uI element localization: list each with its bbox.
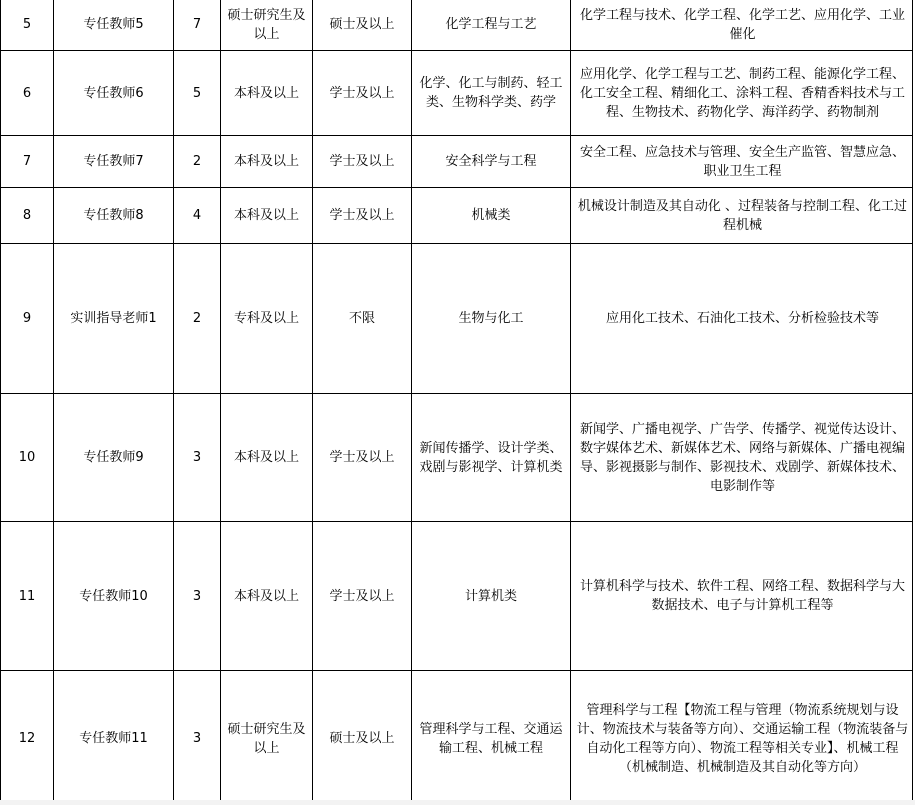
discipline-cell: 生物与化工 bbox=[412, 244, 571, 394]
education-cell: 硕士研究生及以上 bbox=[221, 671, 313, 805]
education-cell: 本科及以上 bbox=[221, 188, 313, 244]
count-cell: 3 bbox=[174, 394, 221, 522]
position-cell: 专任教师6 bbox=[54, 51, 174, 136]
row-number-cell: 5 bbox=[1, 0, 54, 51]
position-cell: 专任教师7 bbox=[54, 136, 174, 188]
row-number-cell: 11 bbox=[1, 522, 54, 671]
discipline-cell: 化学、化工与制药、轻工类、生物科学类、药学 bbox=[412, 51, 571, 136]
degree-cell: 不限 bbox=[313, 244, 412, 394]
majors-cell: 新闻学、广播电视学、广告学、传播学、视觉传达设计、数字媒体艺术、新媒体艺术、网络与新媒体、广播电视编导、影视摄影与制作、影视技术、戏剧学、新媒体技术、电影制作等 bbox=[571, 394, 913, 522]
table-row bbox=[1, 0, 913, 51]
table-row bbox=[1, 671, 913, 805]
count-cell: 5 bbox=[174, 51, 221, 136]
majors-cell: 应用化工技术、石油化工技术、分析检验技术等 bbox=[571, 244, 913, 394]
majors-cell: 管理科学与工程【物流工程与管理（物流系统规划与设计、物流技术与装备等方向）、交通运输工程（物流装备与自动化工程等方向）、物流工程等相关专业】、机械工程（机械制造、机械制造及其自动化等方向） bbox=[571, 671, 913, 805]
discipline-cell: 安全科学与工程 bbox=[412, 136, 571, 188]
table-row bbox=[1, 136, 913, 188]
degree-cell: 学士及以上 bbox=[313, 51, 412, 136]
education-cell: 硕士研究生及以上 bbox=[221, 0, 313, 51]
majors-cell: 应用化学、化学工程与工艺、制药工程、能源化学工程、化工安全工程、精细化工、涂料工程、香精香料技术与工程、生物技术、药物化学、海洋药学、药物制剂 bbox=[571, 51, 913, 136]
count-cell: 3 bbox=[174, 522, 221, 671]
majors-cell: 化学工程与技术、化学工程、化学工艺、应用化学、工业催化 bbox=[571, 0, 913, 51]
row-number-cell: 8 bbox=[1, 188, 54, 244]
position-cell: 专任教师5 bbox=[54, 0, 174, 51]
count-cell: 4 bbox=[174, 188, 221, 244]
row-number-cell: 10 bbox=[1, 394, 54, 522]
table-row bbox=[1, 51, 913, 136]
row-number-cell: 12 bbox=[1, 671, 54, 805]
education-cell: 专科及以上 bbox=[221, 244, 313, 394]
position-cell: 专任教师8 bbox=[54, 188, 174, 244]
degree-cell: 学士及以上 bbox=[313, 522, 412, 671]
degree-cell: 学士及以上 bbox=[313, 394, 412, 522]
count-cell: 2 bbox=[174, 244, 221, 394]
table-row bbox=[1, 188, 913, 244]
count-cell: 7 bbox=[174, 0, 221, 51]
degree-cell: 学士及以上 bbox=[313, 136, 412, 188]
degree-cell: 硕士及以上 bbox=[313, 671, 412, 805]
row-number-cell: 9 bbox=[1, 244, 54, 394]
table-row bbox=[1, 244, 913, 394]
majors-cell: 机械设计制造及其自动化 、过程装备与控制工程、化工过程机械 bbox=[571, 188, 913, 244]
position-cell: 专任教师10 bbox=[54, 522, 174, 671]
count-cell: 2 bbox=[174, 136, 221, 188]
count-cell: 3 bbox=[174, 671, 221, 805]
discipline-cell: 机械类 bbox=[412, 188, 571, 244]
position-cell: 实训指导老师1 bbox=[54, 244, 174, 394]
position-cell: 专任教师11 bbox=[54, 671, 174, 805]
majors-cell: 计算机科学与技术、软件工程、网络工程、数据科学与大数据技术、电子与计算机工程等 bbox=[571, 522, 913, 671]
discipline-cell: 化学工程与工艺 bbox=[412, 0, 571, 51]
table-row bbox=[1, 522, 913, 671]
degree-cell: 学士及以上 bbox=[313, 188, 412, 244]
education-cell: 本科及以上 bbox=[221, 522, 313, 671]
discipline-cell: 管理科学与工程、交通运输工程、机械工程 bbox=[412, 671, 571, 805]
sheet-bottom-edge bbox=[0, 800, 915, 805]
row-number-cell: 7 bbox=[1, 136, 54, 188]
row-number-cell: 6 bbox=[1, 51, 54, 136]
education-cell: 本科及以上 bbox=[221, 51, 313, 136]
degree-cell: 硕士及以上 bbox=[313, 0, 412, 51]
discipline-cell: 新闻传播学、设计学类、戏剧与影视学、计算机类 bbox=[412, 394, 571, 522]
education-cell: 本科及以上 bbox=[221, 136, 313, 188]
discipline-cell: 计算机类 bbox=[412, 522, 571, 671]
education-cell: 本科及以上 bbox=[221, 394, 313, 522]
majors-cell: 安全工程、应急技术与管理、安全生产监管、智慧应急、职业卫生工程 bbox=[571, 136, 913, 188]
position-cell: 专任教师9 bbox=[54, 394, 174, 522]
table-row bbox=[1, 394, 913, 522]
